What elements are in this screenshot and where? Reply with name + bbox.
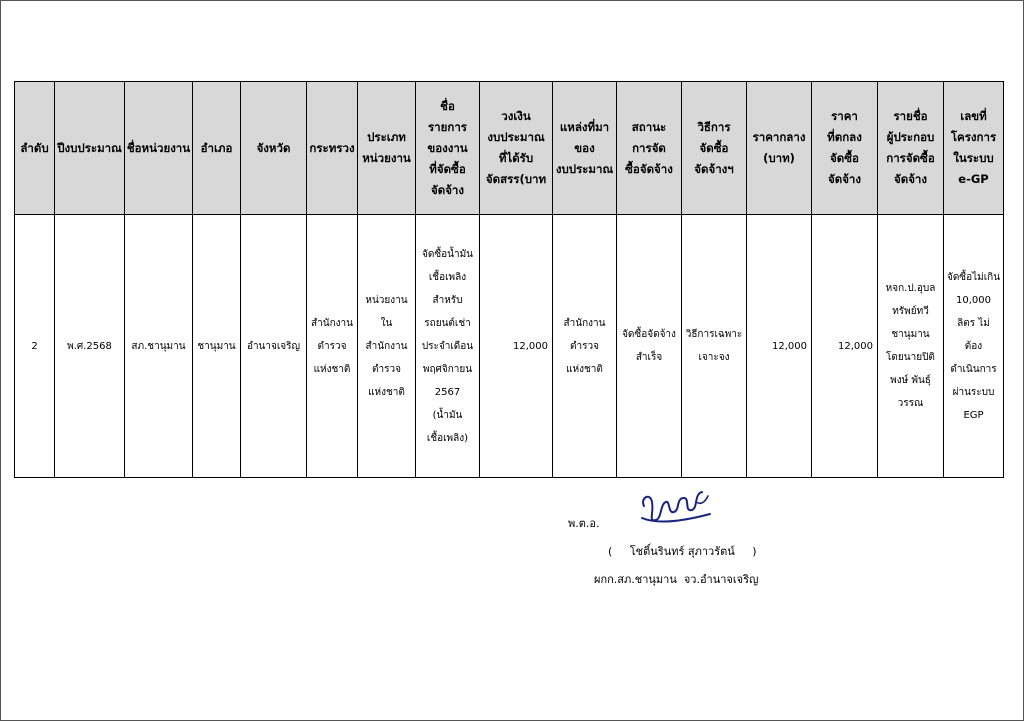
cell-status: จัดซื้อจัดจ้าง สำเร็จ — [617, 215, 682, 478]
cell-province: อำนาจเจริญ — [241, 215, 307, 478]
header-agency-name: ชื่อหน่วยงาน — [125, 82, 193, 215]
header-egp-number: เลขที่ โครงการ ในระบบ e-GP — [944, 82, 1004, 215]
cell-vendor: หจก.ป.อุบล ทรัพย์ทวี ชานุมาน โดยนายปิติ พงษ์ พันธุ์ วรรณ — [878, 215, 944, 478]
header-agency-type: ประเภท หน่วยงาน — [358, 82, 416, 215]
cell-method: วิธีการเฉพาะ เจาะจง — [682, 215, 747, 478]
header-row — [15, 82, 1004, 215]
signer-position: ผกก.สภ.ชานุมาน จว.อำนาจเจริญ — [594, 573, 759, 586]
table-row — [15, 215, 1004, 478]
cell-agreed-price: 12,000 — [812, 215, 878, 478]
header-province: จังหวัด — [241, 82, 307, 215]
header-budget: วงเงิน งบประมาณ ที่ได้รับ จัดสรร(บาท — [480, 82, 553, 215]
header-item-name: ชื่อ รายการ ของงาน ที่จัดซื้อ จัดจ้าง — [416, 82, 480, 215]
cell-item-name: จัดซื้อน้ำมัน เชื้อเพลิง สำหรับ รถยนต์เช่า ประจำเดือน พฤศจิกายน 2567 (น้ำมัน เชื้อเพลิง) — [416, 215, 480, 478]
header-agreed-price: ราคา ที่ตกลง จัดซื้อ จัดจ้าง — [812, 82, 878, 215]
signature-block — [560, 484, 790, 594]
signer-rank: พ.ต.อ. — [568, 517, 600, 530]
header-method: วิธีการ จัดซื้อ จัดจ้างฯ — [682, 82, 747, 215]
header-median-price: ราคากลาง (บาท) — [747, 82, 812, 215]
handwritten-signature-image — [636, 484, 716, 530]
cell-budget-source: สำนักงาน ตำรวจ แห่งชาติ — [553, 215, 617, 478]
header-seq: ลำดับ — [15, 82, 55, 215]
cell-budget: 12,000 — [480, 215, 553, 478]
signer-name: ( โชติ์นรินทร์ สุภาวรัตน์ ) — [608, 545, 757, 558]
cell-fiscal-year: พ.ศ.2568 — [55, 215, 125, 478]
cell-agency-name: สภ.ชานุมาน — [125, 215, 193, 478]
header-budget-source: แหล่งที่มา ของ งบประมาณ — [553, 82, 617, 215]
header-district: อำเภอ — [193, 82, 241, 215]
header-status: สถานะ การจัด ซื้อจัดจ้าง — [617, 82, 682, 215]
cell-egp-number: จัดซื้อไม่เกิน 10,000 ลิตร ไม่ ต้อง ดำเนินการ ผ่านระบบ EGP — [944, 215, 1004, 478]
procurement-report-table — [14, 81, 1004, 478]
header-fiscal-year: ปีงบประมาณ — [55, 82, 125, 215]
header-vendor: รายชื่อ ผู้ประกอบ การจัดซื้อ จัดจ้าง — [878, 82, 944, 215]
cell-ministry: สำนักงาน ตำรวจ แห่งชาติ — [307, 215, 358, 478]
cell-seq: 2 — [15, 215, 55, 478]
cell-median-price: 12,000 — [747, 215, 812, 478]
header-ministry: กระทรวง — [307, 82, 358, 215]
cell-district: ชานุมาน — [193, 215, 241, 478]
cell-agency-type: หน่วยงาน ใน สำนักงาน ตำรวจ แห่งชาติ — [358, 215, 416, 478]
